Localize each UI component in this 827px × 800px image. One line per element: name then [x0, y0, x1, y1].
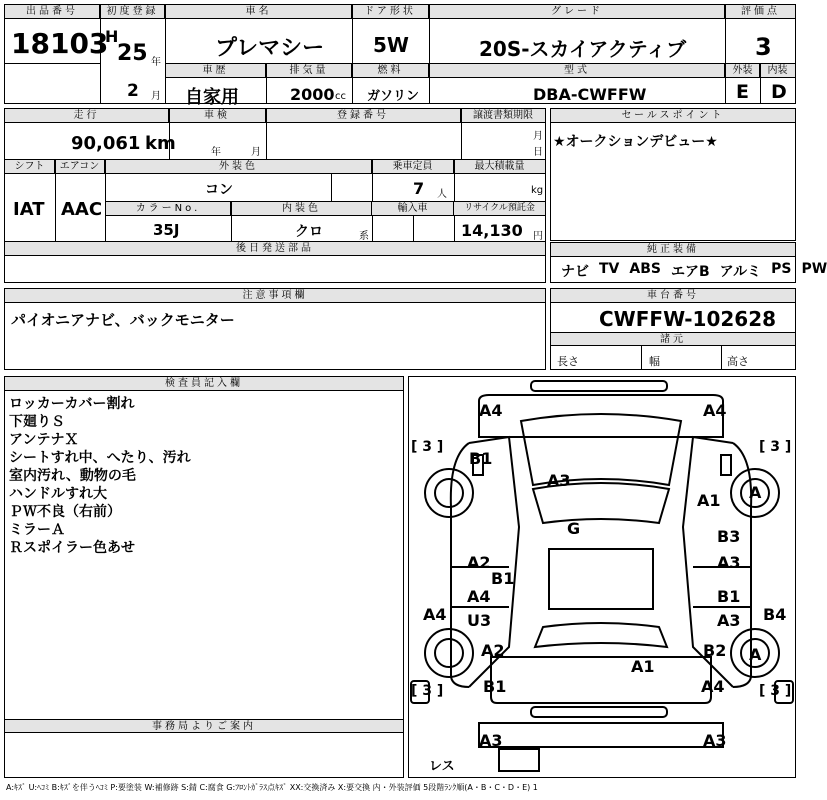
chassis-box [550, 288, 796, 370]
lot-no: 18103 [11, 27, 109, 60]
recycle-label: リサイクル預託金 [454, 202, 545, 216]
specs-table [4, 108, 546, 283]
height-label: 高さ [727, 355, 749, 368]
ac: AAC [61, 199, 103, 220]
import-label: 輸入車 [372, 202, 454, 216]
int-color: クロ [295, 224, 323, 240]
max-load-label: 最大積載量 [454, 160, 545, 174]
equip-navi: ナビ [561, 264, 589, 280]
tire-mark: [ 3 ] [411, 439, 444, 455]
car-diagram [408, 376, 796, 778]
notes-label: 注意事項欄 [5, 289, 545, 303]
damage-mark: A2 [467, 553, 491, 572]
damage-mark: B1 [717, 587, 741, 606]
ext-grade: E [736, 81, 749, 103]
inspector-line: アンテナＸ [9, 432, 79, 448]
equip-pw: PW [801, 261, 827, 277]
tire-mark: [ 3 ] [759, 683, 792, 699]
month-unit: 月 [151, 91, 161, 102]
chassis-label: 車台番号 [551, 289, 795, 303]
inspector-label: 検査員記入欄 [5, 377, 403, 391]
inspection-label: 車検 [169, 109, 266, 123]
inspector-line: ハンドルすれ大 [9, 486, 107, 502]
score-label: 評価点 [726, 5, 795, 19]
header-table [4, 4, 796, 108]
damage-mark: A3 [703, 731, 727, 750]
tire-mark: [ 3 ] [759, 439, 792, 455]
lot-no-label: 出品番号 [5, 5, 100, 19]
int-grade: D [771, 81, 787, 103]
first-reg-label: 初度登録 [101, 5, 165, 19]
damage-mark: B1 [483, 677, 507, 696]
width-label: 幅 [649, 355, 660, 368]
damage-mark: A4 [479, 401, 503, 420]
dims-label: 諸元 [551, 332, 795, 346]
damage-mark: B3 [717, 527, 741, 546]
inspector-line: ミラーＡ [9, 522, 65, 538]
damage-mark: A4 [467, 587, 491, 606]
model-label: 型式 [430, 64, 725, 78]
mileage-unit: km [145, 133, 176, 154]
mileage-label: 走行 [5, 109, 169, 123]
damage-mark: A [749, 645, 762, 664]
era: H [105, 27, 119, 46]
int-color-unit: 系 [359, 231, 369, 242]
int-label: 内装 [760, 64, 795, 78]
equip-abs: ABS [629, 261, 661, 277]
grade-label: グレード [430, 5, 725, 19]
recycle: 14,130 [461, 221, 523, 240]
damage-mark: G [567, 519, 581, 538]
ext-label: 外装 [726, 64, 760, 78]
color-no-label: カラーNo. [106, 202, 231, 216]
inspector-line: シートすれ中、へたり、汚れ [9, 450, 191, 466]
equip-alloy: アルミ [719, 264, 762, 280]
damage-mark: A3 [547, 471, 571, 490]
inspector-line: 下廻りＳ [9, 414, 65, 430]
damage-mark: B2 [703, 641, 727, 660]
capacity-label: 乗車定員 [372, 160, 454, 174]
legend: A:ｷｽﾞ U:ﾍｺﾐ B:ｷｽﾞを伴うﾍｺﾐ P:要塗装 W:補修跡 S:錆 C:腐食 G:ﾌﾛﾝﾄｶﾞﾗｽ点ｷｽﾞ XX:交換済み X:要交換 内・外装評価 5段階ﾗﾝｸ順(A・B・C・D・E) 1 [6, 783, 538, 792]
model: DBA-CWFFW [533, 85, 647, 104]
grade: 20S-スカイアクティブ [479, 37, 687, 61]
inspector-line: 室内汚れ、動物の毛 [9, 468, 136, 484]
score: 3 [755, 33, 772, 61]
fuel: ガソリン [367, 89, 420, 104]
damage-mark: B4 [763, 605, 787, 624]
chassis-number: CWFFW-102628 [599, 307, 777, 331]
shift: IAT [13, 199, 45, 220]
car-name-label: 車名 [166, 5, 352, 19]
inspector-box [4, 376, 404, 778]
damage-mark: A3 [717, 611, 741, 630]
equip-airbag: エアB [670, 264, 710, 280]
doc-deadline-label: 譲渡書類期限 [461, 109, 545, 123]
equipment-label: 純正装備 [551, 243, 795, 257]
notes-text: パイオニアナビ、バックモニター [11, 311, 235, 329]
equip-tv: TV [599, 261, 620, 277]
damage-mark: B1 [491, 569, 515, 588]
capacity: 7 [413, 179, 425, 198]
int-color-label: 内装色 [232, 202, 372, 216]
sales-point-label: セールスポイント [551, 109, 795, 123]
displacement-unit: cc [335, 91, 346, 102]
car-outline [409, 377, 795, 777]
displacement: 2000 [290, 85, 335, 104]
later-parts-label: 後日発送部品 [5, 242, 545, 256]
doc-month-unit: 月 [533, 131, 543, 142]
recycle-unit: 円 [533, 231, 543, 242]
inspector-line: Ｒスポイラー色あせ [9, 540, 135, 556]
damage-mark: A4 [701, 677, 725, 696]
inspector-line: ロッカーカバー割れ [9, 396, 135, 412]
max-load-unit: kg [531, 185, 544, 196]
first-reg-month: 2 [127, 81, 139, 101]
notes-box [4, 288, 546, 370]
first-reg-year: 25 [117, 41, 148, 66]
inspector-line: ＰＷ不良（右前） [9, 504, 121, 520]
fuel-label: 燃料 [353, 64, 429, 78]
damage-mark: A1 [697, 491, 721, 510]
car-name: プレマシー [215, 36, 325, 61]
tire-mark: [ 3 ] [411, 683, 444, 699]
color-no: 35J [153, 221, 180, 239]
office-label: 事務局よりご案内 [5, 719, 403, 733]
doors: 5W [373, 33, 409, 57]
ext-color-label: 外装色 [106, 160, 372, 174]
sales-point-text: ★オークションデビュー★ [553, 134, 718, 150]
insp-year-unit: 年 [211, 147, 221, 158]
damage-mark: U3 [467, 611, 492, 630]
damage-mark: A1 [631, 657, 655, 676]
equipment-box [550, 242, 827, 283]
shift-label: シフト [5, 160, 55, 174]
reg-no-label: 登録番号 [266, 109, 461, 123]
mileage: 90,061 [71, 133, 141, 154]
history-label: 車歴 [166, 64, 266, 78]
ac-label: エアコン [55, 160, 105, 174]
sales-point-box [550, 108, 796, 241]
damage-mark: A2 [481, 641, 505, 660]
damage-mark: A [749, 483, 762, 502]
doors-label: ドア形状 [352, 5, 429, 19]
length-label: 長さ [557, 355, 579, 368]
damage-mark: A4 [423, 605, 447, 624]
damage-mark: A4 [703, 401, 727, 420]
equip-ps: PS [771, 261, 792, 277]
ext-color: コン [205, 182, 233, 198]
year-unit: 年 [151, 57, 161, 68]
doc-day-unit: 日 [533, 147, 543, 158]
spare-label: レス [429, 759, 455, 774]
damage-mark: A3 [479, 731, 503, 750]
history: 自家用 [185, 87, 239, 108]
damage-mark: A3 [717, 553, 741, 572]
insp-month-unit: 月 [251, 147, 261, 158]
damage-mark: B1 [469, 449, 493, 468]
capacity-unit: 人 [437, 189, 447, 200]
displacement-label: 排気量 [267, 64, 352, 78]
